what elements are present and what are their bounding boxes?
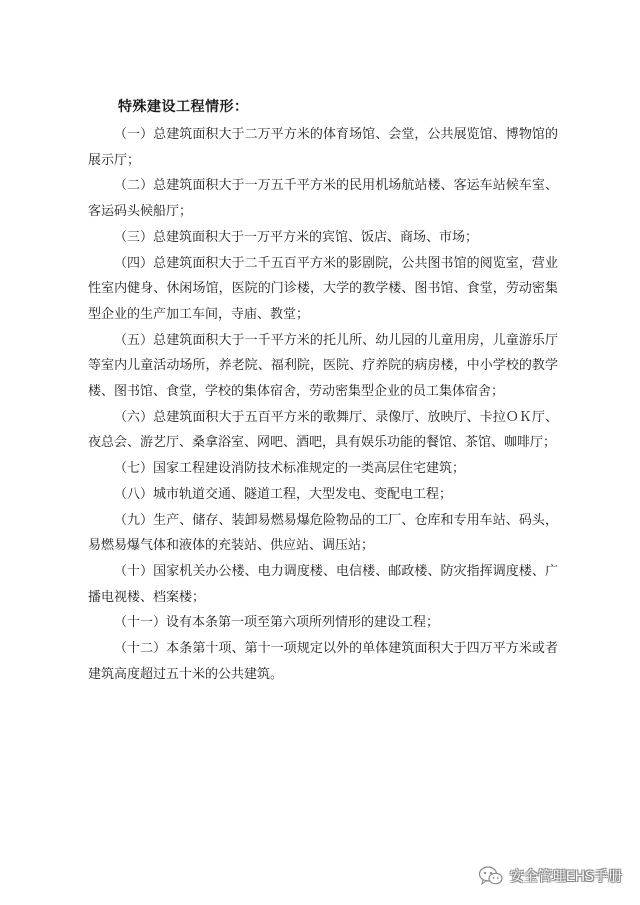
wechat-icon [478, 865, 504, 887]
clause-3: （三）总建筑面积大于一万平方米的宾馆、饭店、商场、市场； [114, 229, 479, 245]
clause-11: （十一）设有本条第一项至第六项所列情形的建设工程； [114, 615, 440, 631]
clause-10: （十）国家机关办公楼、电力调度楼、电信楼、邮政楼、防灾指挥调度楼、广播电视楼、档案楼； [88, 563, 558, 605]
clause-2: （二）总建筑面积大于一万五千平方米的民用机场航站楼、客运车站候车室、客运码头候船厅； [88, 178, 558, 220]
watermark [478, 865, 622, 887]
clause-8: （八）城市轨道交通、隧道工程，大型发电、变配电工程； [114, 486, 453, 502]
clause-7: （七）国家工程建设消防技术标准规定的一类高层住宅建筑； [114, 461, 466, 477]
clause-list [88, 122, 558, 687]
clause-5: （五）总建筑面积大于一千平方米的托儿所、幼儿园的儿童用房，儿童游乐厅等室内儿童活动场所，养老院、福利院，医院、疗养院的病房楼，中小学校的教学楼、图书馆、食堂，学校的集体宿舍，劳动密集型企业的员工集体宿舍； [88, 332, 558, 400]
clause-6: （六）总建筑面积大于五百平方米的歌舞厅、录像厅、放映厅、卡拉ＯＫ厅、夜总会、游艺厅、桑拿浴室、网吧、酒吧，具有娱乐功能的餐馆、茶馆、咖啡厅； [88, 409, 558, 451]
watermark-text: 安全管理EHS手册 [509, 869, 622, 885]
clause-9: （九）生产、储存、装卸易燃易爆危险物品的工厂、仓库和专用车站、码头，易燃易爆气体和液体的充装站、供应站、调压站； [88, 512, 558, 554]
clause-12: （十二）本条第十项、第十一项规定以外的单体建筑面积大于四万平方米或者建筑高度超过五十米的公共建筑。 [88, 641, 558, 682]
clause-4: （四）总建筑面积大于二千五百平方米的影剧院，公共图书馆的阅览室，营业性室内健身、休闲场馆，医院的门诊楼，大学的教学楼、图书馆、食堂，劳动密集型企业的生产加工车间，寺庙、教堂； [88, 255, 558, 322]
section-heading: 特殊建设工程情形： [118, 99, 249, 115]
clause-1: （一）总建筑面积大于二万平方米的体育场馆、会堂，公共展览馆、博物馆的展示厅； [88, 127, 558, 168]
